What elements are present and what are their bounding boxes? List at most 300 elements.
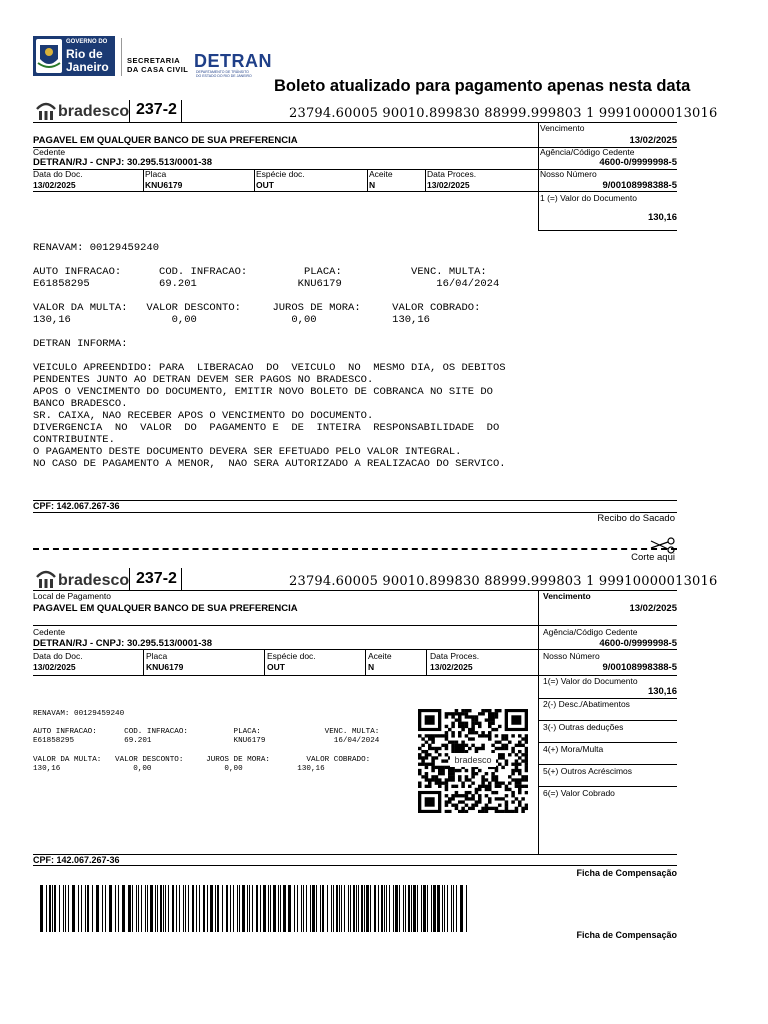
qr-module — [418, 753, 422, 756]
qr-module — [451, 725, 455, 728]
barcode-bar — [237, 885, 238, 932]
qr-module — [498, 785, 502, 788]
qr-module — [525, 753, 528, 756]
qr-module — [431, 737, 435, 740]
qr-module — [421, 737, 425, 740]
qr-module — [501, 744, 505, 747]
qr-module — [495, 791, 499, 794]
bank-divider — [181, 100, 182, 122]
barcode-bar — [297, 885, 298, 932]
qr-module — [455, 709, 459, 712]
valor-cobrado-label: 6(=) Valor Cobrado — [543, 788, 615, 798]
barcode-bar — [378, 885, 379, 932]
qr-module — [501, 797, 505, 800]
qr-module — [481, 734, 485, 737]
ficha-right-column-border — [538, 590, 539, 854]
values-row: 130,16 0,00 0,00 130,16 — [33, 765, 325, 773]
qr-module — [418, 747, 422, 750]
qr-module — [511, 750, 515, 753]
cell-divider — [254, 170, 255, 191]
qr-module — [458, 778, 462, 781]
nosso-numero-label: Nosso Número — [540, 169, 597, 179]
qr-module — [481, 709, 485, 712]
qr-module — [485, 718, 489, 721]
bradesco-logo-icon — [35, 100, 57, 122]
qr-module — [445, 734, 449, 737]
qr-module — [435, 734, 439, 737]
qr-module — [428, 747, 432, 750]
aceite-value: N — [369, 180, 376, 190]
qr-module — [481, 778, 485, 781]
qr-module — [468, 778, 472, 781]
qr-module — [495, 778, 499, 781]
qr-module — [445, 737, 449, 740]
qr-module — [431, 734, 435, 737]
vencimento-label: Vencimento — [543, 591, 591, 601]
data-proc-label: Data Proces. — [427, 169, 477, 179]
qr-module — [451, 741, 455, 744]
barcode-bar — [233, 885, 234, 932]
barcode-bar — [81, 885, 82, 932]
barcode-bar — [188, 885, 189, 932]
qr-module — [435, 775, 439, 778]
qr-module — [525, 785, 528, 788]
qr-module — [488, 734, 492, 737]
qr-module — [438, 766, 442, 769]
barcode-bar — [433, 885, 436, 932]
qr-module — [451, 715, 455, 718]
barcode-bar — [176, 885, 177, 932]
barcode-bar — [230, 885, 231, 932]
detran-logo: DETRAN — [194, 51, 272, 71]
qr-module — [498, 756, 502, 759]
qr-module — [461, 744, 465, 747]
qr-module — [521, 810, 525, 813]
qr-module — [491, 722, 495, 725]
qr-module — [491, 744, 495, 747]
qr-module — [468, 709, 472, 712]
qr-module — [518, 763, 522, 766]
barcode-bar — [122, 885, 125, 932]
barcode-bar — [247, 885, 248, 932]
qr-module — [471, 715, 475, 718]
qr-module — [475, 747, 479, 750]
qr-module — [485, 804, 489, 807]
barcode-bar — [105, 885, 106, 932]
qr-module — [511, 772, 515, 775]
qr-module — [465, 804, 469, 807]
qr-module — [525, 763, 528, 766]
qr-module — [418, 772, 422, 775]
qr-module — [485, 778, 489, 781]
qr-module — [425, 772, 429, 775]
infraction-header: AUTO INFRACAO: COD. INFRACAO: PLACA: VENC. MULTA: — [33, 728, 380, 736]
receipt-right-column-border — [538, 122, 539, 231]
barcode-bar — [370, 885, 371, 932]
qr-module — [495, 769, 499, 772]
qr-module — [515, 810, 519, 813]
agencia-value: 4600-0/9999998-5 — [599, 157, 677, 168]
qr-module — [518, 772, 522, 775]
barcode-bar — [157, 885, 158, 932]
data-doc-label: Data do Doc. — [33, 651, 83, 661]
barcode-bar — [85, 885, 86, 932]
qr-module — [458, 794, 462, 797]
qr-module — [488, 722, 492, 725]
qr-module — [431, 759, 435, 762]
bank-code: 237-2 — [136, 101, 177, 118]
barcode-bar — [451, 885, 452, 932]
qr-module — [501, 734, 505, 737]
cell-divider — [143, 650, 144, 675]
barcode-bar — [256, 885, 258, 932]
cell-divider — [365, 650, 366, 675]
qr-module — [488, 709, 492, 712]
qr-module — [495, 781, 499, 784]
rule — [33, 649, 677, 650]
qr-module — [458, 769, 462, 772]
qr-module — [451, 747, 455, 750]
barcode-bar — [339, 885, 340, 932]
qr-module — [445, 810, 449, 813]
barcode-bar — [196, 885, 197, 932]
qr-bradesco-label: bradesco — [450, 753, 496, 767]
infraction-header: AUTO INFRACAO: COD. INFRACAO: PLACA: VENC. MULTA: — [33, 266, 487, 278]
qr-module — [428, 781, 432, 784]
qr-module — [488, 718, 492, 721]
barcode-bar — [160, 885, 162, 932]
barcode-bar — [393, 885, 394, 932]
qr-module — [431, 778, 435, 781]
qr-module — [525, 778, 528, 781]
qr-module — [478, 734, 482, 737]
cell-divider — [426, 650, 427, 675]
qr-module — [425, 766, 429, 769]
qr-module — [468, 807, 472, 810]
qr-module — [438, 772, 442, 775]
cell-divider — [264, 650, 265, 675]
qr-module — [455, 747, 459, 750]
qr-module — [451, 734, 455, 737]
barcode-bar — [150, 885, 153, 932]
qr-module — [498, 753, 502, 756]
qr-module — [425, 775, 429, 778]
barcode-bar — [192, 885, 194, 932]
qr-module — [515, 759, 519, 762]
qr-module — [501, 756, 505, 759]
barcode-bar — [358, 885, 359, 932]
qr-module — [521, 759, 525, 762]
qr-module — [445, 759, 449, 762]
bank-name: bradesco — [58, 572, 130, 589]
barcode-bar — [353, 885, 355, 932]
qr-module — [428, 753, 432, 756]
qr-module — [471, 797, 475, 800]
qr-module — [418, 734, 422, 737]
nosso-numero-value: 9/00108998388-5 — [602, 180, 677, 191]
qr-module — [465, 734, 469, 737]
qr-module — [455, 712, 459, 715]
qr-module — [471, 804, 475, 807]
qr-module — [475, 800, 479, 803]
qr-module — [501, 766, 505, 769]
barcode-bar — [411, 885, 412, 932]
data-doc-value: 13/02/2025 — [33, 662, 76, 672]
qr-module — [451, 804, 455, 807]
qr-module — [485, 785, 489, 788]
barcode-bar — [136, 885, 137, 932]
qr-module — [461, 712, 465, 715]
qr-module — [425, 753, 429, 756]
qr-module — [481, 785, 485, 788]
qr-module — [505, 788, 509, 791]
qr-module — [438, 785, 442, 788]
barcode-bar — [366, 885, 369, 932]
qr-module — [428, 744, 432, 747]
barcode — [40, 885, 470, 932]
qr-module — [505, 810, 509, 813]
qr-module — [451, 769, 455, 772]
barcode-bar — [59, 885, 60, 932]
qr-module — [441, 781, 445, 784]
qr-module — [498, 709, 502, 712]
qr-module — [441, 766, 445, 769]
local-pagamento-label: Local de Pagamento — [33, 591, 111, 601]
barcode-bar — [447, 885, 448, 932]
qr-module — [495, 810, 499, 813]
qr-module — [491, 715, 495, 718]
gov-logo-janeiro: Janeiro — [66, 60, 109, 74]
qr-module — [481, 810, 485, 813]
qr-module — [451, 722, 455, 725]
rule — [538, 764, 677, 765]
qr-module — [455, 741, 459, 744]
qr-module — [481, 731, 485, 734]
rule — [33, 191, 677, 192]
placa-label: Placa — [145, 169, 167, 179]
vencimento-value: 13/02/2025 — [629, 135, 677, 146]
qr-finder — [511, 715, 521, 724]
qr-module — [521, 775, 525, 778]
qr-module — [445, 788, 449, 791]
qr-module — [451, 712, 455, 715]
barcode-bar — [322, 885, 324, 932]
qr-module — [445, 715, 449, 718]
qr-module — [485, 734, 489, 737]
ficha-compensacao-label: Ficha de Compensação — [576, 868, 677, 878]
qr-module — [428, 778, 432, 781]
qr-module — [518, 769, 522, 772]
rule — [33, 512, 677, 513]
qr-module — [491, 728, 495, 731]
qr-module — [471, 725, 475, 728]
bank-divider — [129, 100, 130, 122]
qr-module — [471, 718, 475, 721]
qr-module — [505, 785, 509, 788]
qr-module — [425, 750, 429, 753]
qr-module — [445, 712, 449, 715]
qr-module — [481, 775, 485, 778]
qr-module — [495, 741, 499, 744]
bank-divider — [181, 568, 182, 590]
qr-module — [525, 750, 528, 753]
qr-module — [495, 728, 499, 731]
barcode-bar — [408, 885, 410, 932]
qr-module — [518, 781, 522, 784]
barcode-bar — [92, 885, 93, 932]
barcode-bar — [145, 885, 146, 932]
qr-module — [525, 747, 528, 750]
barcode-bar — [320, 885, 321, 932]
qr-module — [458, 715, 462, 718]
qr-module — [451, 772, 455, 775]
qr-module — [448, 778, 452, 781]
qr-module — [445, 766, 449, 769]
barcode-bar — [386, 885, 387, 932]
barcode-bar — [361, 885, 363, 932]
qr-module — [498, 797, 502, 800]
cedente-value: DETRAN/RJ - CNPJ: 30.295.513/0001-38 — [33, 638, 213, 649]
qr-module — [515, 807, 519, 810]
qr-module — [505, 737, 509, 740]
cell-divider — [425, 170, 426, 191]
qr-module — [518, 788, 522, 791]
barcode-bar — [405, 885, 406, 932]
qr-module — [445, 794, 449, 797]
qr-module — [525, 769, 528, 772]
barcode-bar — [336, 885, 338, 932]
qr-module — [448, 769, 452, 772]
barcode-bar — [327, 885, 328, 932]
nosso-numero-value: 9/00108998388-5 — [602, 662, 677, 673]
barcode-bar — [54, 885, 56, 932]
qr-module — [495, 747, 499, 750]
qr-module — [515, 763, 519, 766]
valor-doc-value: 130,16 — [647, 686, 677, 697]
qr-module — [425, 741, 429, 744]
barcode-bar — [348, 885, 349, 932]
qr-module — [465, 722, 469, 725]
qr-module — [481, 712, 485, 715]
values-header: VALOR DA MULTA: VALOR DESCONTO: JUROS DE MORA: VALOR COBRADO: — [33, 302, 481, 314]
qr-module — [505, 800, 509, 803]
qr-module — [488, 725, 492, 728]
qr-module — [521, 797, 525, 800]
qr-module — [478, 712, 482, 715]
barcode-bar — [301, 885, 302, 932]
barcode-bar — [364, 885, 365, 932]
qr-module — [458, 718, 462, 721]
qr-module — [488, 715, 492, 718]
qr-module — [475, 731, 479, 734]
qr-module — [488, 807, 492, 810]
qr-module — [488, 781, 492, 784]
qr-module — [525, 756, 528, 759]
qr-module — [478, 794, 482, 797]
barcode-bar — [172, 885, 174, 932]
qr-module — [508, 781, 512, 784]
barcode-bar — [350, 885, 351, 932]
qr-module — [445, 785, 449, 788]
qr-module — [481, 781, 485, 784]
qr-module — [461, 810, 465, 813]
data-doc-label: Data do Doc. — [33, 169, 83, 179]
barcode-bar — [395, 885, 398, 932]
barcode-bar — [444, 885, 445, 932]
barcode-bar — [252, 885, 253, 932]
valor-doc-value: 130,16 — [647, 212, 677, 223]
local-pagamento: PAGAVEL EM QUALQUER BANCO DE SUA PREFERENCIA — [33, 135, 298, 146]
valor-doc-label: 1 (=) Valor do Documento — [540, 193, 637, 203]
qr-module — [451, 794, 455, 797]
infraction-values: E61858295 69.201 KNU6179 16/04/2024 — [33, 737, 380, 745]
qr-module — [525, 741, 528, 744]
qr-module — [455, 807, 459, 810]
qr-module — [438, 734, 442, 737]
qr-module — [478, 797, 482, 800]
qr-module — [445, 725, 449, 728]
barcode-bar — [185, 885, 186, 932]
cpf: CPF: 142.067.267-36 — [33, 855, 120, 865]
barcode-bar — [222, 885, 223, 932]
qr-module — [468, 747, 472, 750]
qr-module — [465, 775, 469, 778]
qr-module — [468, 791, 472, 794]
detran-logo-sub2: DO ESTADO DO RIO DE JANEIRO — [196, 74, 252, 78]
qr-module — [495, 709, 499, 712]
especie-label: Espécie doc. — [267, 651, 316, 661]
qr-module — [431, 747, 435, 750]
qr-module — [505, 734, 509, 737]
barcode-bar — [456, 885, 457, 932]
qr-module — [495, 715, 499, 718]
qr-module — [481, 747, 485, 750]
qr-module — [441, 772, 445, 775]
bank-name: bradesco — [58, 103, 130, 120]
secretaria-line2: DA CASA CIVIL — [127, 65, 189, 74]
qr-module — [448, 728, 452, 731]
qr-module — [441, 734, 445, 737]
qr-module — [475, 791, 479, 794]
qr-module — [518, 756, 522, 759]
qr-module — [431, 763, 435, 766]
qr-module — [511, 810, 515, 813]
qr-module — [475, 718, 479, 721]
qr-module — [461, 709, 465, 712]
qr-module — [478, 810, 482, 813]
qr-finder — [425, 797, 435, 806]
qr-module — [438, 753, 442, 756]
qr-module — [478, 785, 482, 788]
qr-module — [518, 785, 522, 788]
qr-module — [448, 741, 452, 744]
barcode-bar — [179, 885, 180, 932]
qr-module — [488, 712, 492, 715]
barcode-bar — [341, 885, 342, 932]
barcode-bar — [102, 885, 103, 932]
qr-module — [475, 788, 479, 791]
qr-module — [465, 791, 469, 794]
qr-module — [518, 778, 522, 781]
qr-module — [488, 797, 492, 800]
qr-module — [435, 750, 439, 753]
qr-module — [431, 756, 435, 759]
barcode-bar — [283, 885, 286, 932]
qr-module — [498, 747, 502, 750]
qr-module — [465, 744, 469, 747]
qr-module — [491, 775, 495, 778]
qr-module — [431, 775, 435, 778]
